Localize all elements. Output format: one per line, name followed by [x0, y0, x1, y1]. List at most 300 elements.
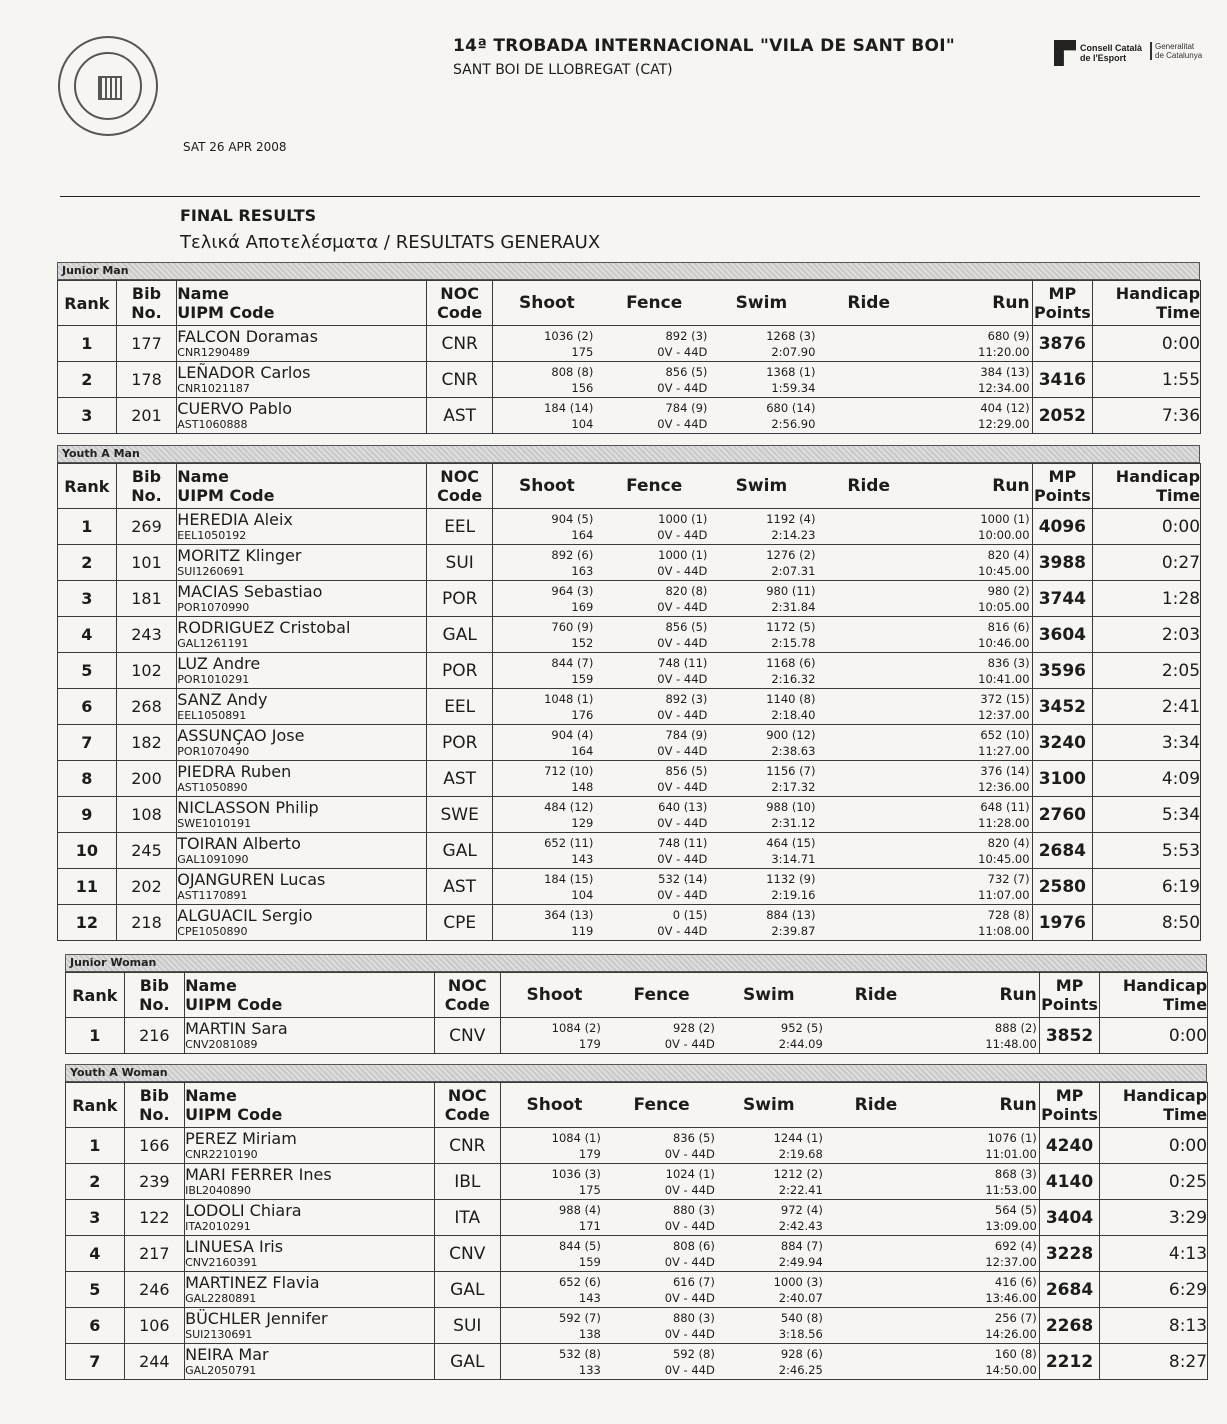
bib-cell: 166 [124, 1128, 185, 1164]
handicap-time-cell: 1:55 [1093, 362, 1201, 398]
athlete-cell [185, 1164, 435, 1200]
handicap-time-cell: 0:25 [1100, 1164, 1208, 1200]
shoot-result: 844 (5) 159 [558, 1238, 601, 1269]
athlete-name: BÜCHLER Jennifer [185, 1309, 328, 1328]
col-disciplines [500, 973, 1039, 1018]
swim-result: 1132 (9) 2:19.16 [766, 871, 816, 902]
athlete-cell [185, 1272, 435, 1308]
uipm-code: GAL2050791 [185, 1364, 257, 1377]
rank-cell: 7 [58, 725, 117, 761]
ride-result [829, 797, 929, 832]
shoot-result: 652 (11) 143 [544, 835, 594, 866]
discipline-results [493, 761, 1032, 797]
shoot-result: 904 (4) 164 [551, 727, 594, 758]
table-row [66, 1200, 1208, 1236]
athlete-name: OJANGUREN Lucas [177, 870, 326, 889]
col-swim: Swim [735, 476, 788, 496]
swim-result: 464 (15) 3:14.71 [766, 835, 816, 866]
mp-points-cell: 2684 [1032, 833, 1093, 869]
col-rank: Rank [58, 281, 117, 326]
uipm-code: AST1050890 [177, 781, 248, 794]
rank-cell: 4 [58, 617, 117, 653]
handicap-time-cell: 2:03 [1093, 617, 1201, 653]
results-table [57, 463, 1201, 941]
handicap-time-cell: 5:34 [1093, 797, 1201, 833]
col-shoot: Shoot [526, 1095, 583, 1115]
handicap-time-cell: 4:09 [1093, 761, 1201, 797]
fence-result: 784 (9) 0V - 44D [657, 727, 708, 758]
ride-result [837, 1272, 937, 1307]
ride-result [829, 398, 929, 433]
uipm-code: SUI2130691 [185, 1328, 253, 1341]
handicap-time-cell: 8:50 [1093, 905, 1201, 941]
table-row [66, 1164, 1208, 1200]
mp-points-cell: 4096 [1032, 509, 1093, 545]
fence-result: 592 (8) 0V - 44D [664, 1346, 715, 1377]
shoot-result: 532 (8) 133 [558, 1346, 601, 1377]
ride-result [829, 617, 929, 652]
bib-cell: 244 [124, 1344, 185, 1380]
discipline-results [493, 398, 1032, 434]
noc-cell: AST [427, 869, 493, 905]
fence-result: 784 (9) 0V - 44D [657, 400, 708, 431]
fence-result: 640 (13) 0V - 44D [657, 799, 708, 830]
noc-cell: EEL [427, 509, 493, 545]
athlete-cell [177, 509, 427, 545]
fence-result: 836 (5) 0V - 44D [664, 1130, 715, 1161]
bib-cell: 245 [116, 833, 177, 869]
fence-result: 532 (14) 0V - 44D [657, 871, 708, 902]
noc-cell: EEL [427, 689, 493, 725]
discipline-results [493, 653, 1032, 689]
discipline-results [493, 797, 1032, 833]
mp-points-cell: 3100 [1032, 761, 1093, 797]
table-row [58, 869, 1201, 905]
athlete-name: RODRIGUEZ Cristobal [177, 618, 351, 637]
rank-cell: 5 [58, 653, 117, 689]
col-handicap-time: Handicap Time [1093, 281, 1201, 326]
mp-points-cell: 4140 [1039, 1164, 1100, 1200]
table-header-row [58, 464, 1201, 509]
table-row [66, 1018, 1208, 1054]
uipm-code: CNV2081089 [185, 1038, 258, 1051]
uipm-code: POR1010291 [177, 673, 250, 686]
results-subtitle: Τελικά Αποτελέσματα / RESULTATS GENERAUX [180, 232, 601, 253]
run-result: 1000 (1) 10:00.00 [978, 511, 1030, 542]
handicap-time-cell: 0:00 [1100, 1018, 1208, 1054]
discipline-results [500, 1128, 1039, 1164]
handicap-time-cell: 3:34 [1093, 725, 1201, 761]
rank-cell: 12 [58, 905, 117, 941]
noc-cell: CNR [427, 362, 493, 398]
athlete-name: TOIRAN Alberto [177, 834, 301, 853]
col-mp-points: MP Points [1039, 973, 1100, 1018]
rank-cell: 9 [58, 797, 117, 833]
fence-result: 856 (5) 0V - 44D [657, 619, 708, 650]
athlete-name: LODOLI Chiara [185, 1201, 302, 1220]
athlete-cell [177, 326, 427, 362]
uipm-code: POR1070490 [177, 745, 250, 758]
table-header-row [66, 1083, 1208, 1128]
run-result: 384 (13) 12:34.00 [978, 364, 1030, 395]
shoot-result: 592 (7) 138 [558, 1310, 601, 1341]
shoot-result: 760 (9) 152 [551, 619, 594, 650]
run-result: 416 (6) 13:46.00 [985, 1274, 1037, 1305]
run-result: 652 (10) 11:27.00 [978, 727, 1030, 758]
results-section [57, 262, 1200, 434]
discipline-results [500, 1164, 1039, 1200]
col-rank: Rank [66, 973, 125, 1018]
athlete-name: LEÑADOR Carlos [177, 363, 311, 382]
discipline-results [493, 509, 1032, 545]
ride-result [829, 653, 929, 688]
swim-result: 1212 (2) 2:22.41 [773, 1166, 823, 1197]
ride-result [837, 1308, 937, 1343]
swim-result: 884 (7) 2:49.94 [778, 1238, 823, 1269]
run-result: 820 (4) 10:45.00 [978, 835, 1030, 866]
shoot-result: 1036 (2) 175 [544, 328, 594, 359]
noc-cell: CNR [434, 1128, 500, 1164]
mp-points-cell: 2580 [1032, 869, 1093, 905]
shoot-result: 364 (13) 119 [544, 907, 594, 938]
ride-result [837, 1236, 937, 1271]
shoot-result: 892 (6) 163 [551, 547, 594, 578]
col-bib: Bib No. [124, 973, 185, 1018]
mp-points-cell: 3852 [1039, 1018, 1100, 1054]
results-table [57, 280, 1201, 434]
bib-cell: 200 [116, 761, 177, 797]
athlete-cell [185, 1018, 435, 1054]
bib-cell: 269 [116, 509, 177, 545]
table-row [66, 1308, 1208, 1344]
table-row [66, 1236, 1208, 1272]
athlete-cell [185, 1128, 435, 1164]
athlete-name: ALGUACIL Sergio [177, 906, 313, 925]
ride-result [829, 581, 929, 616]
swim-result: 1276 (2) 2:07.31 [766, 547, 816, 578]
athlete-name: MACIAS Sebastiao [177, 582, 323, 601]
athlete-name: MARTIN Sara [185, 1019, 288, 1038]
run-result: 732 (7) 11:07.00 [978, 871, 1030, 902]
shoot-result: 484 (12) 129 [544, 799, 594, 830]
run-result: 692 (4) 12:37.00 [985, 1238, 1037, 1269]
handicap-time-cell: 6:29 [1100, 1272, 1208, 1308]
noc-cell: ITA [434, 1200, 500, 1236]
document-header [0, 0, 1227, 260]
col-fence: Fence [633, 985, 690, 1005]
swim-result: 540 (8) 3:18.56 [778, 1310, 823, 1341]
section-title: Junior Man [57, 262, 1200, 280]
run-result: 680 (9) 11:20.00 [978, 328, 1030, 359]
mp-points-cell: 2268 [1039, 1308, 1100, 1344]
fence-result: 616 (7) 0V - 44D [664, 1274, 715, 1305]
header-divider [60, 196, 1200, 197]
rank-cell: 3 [66, 1200, 125, 1236]
discipline-results [500, 1344, 1039, 1380]
table-row [58, 398, 1201, 434]
shoot-result: 904 (5) 164 [551, 511, 594, 542]
event-title: 14ª TROBADA INTERNACIONAL "VILA DE SANT BOI" [453, 36, 956, 56]
shoot-result: 1048 (1) 176 [544, 691, 594, 722]
rank-cell: 1 [66, 1018, 125, 1054]
col-shoot: Shoot [518, 293, 575, 313]
swim-result: 972 (4) 2:42.43 [778, 1202, 823, 1233]
ride-result [829, 326, 929, 361]
table-row [58, 797, 1201, 833]
bib-cell: 178 [116, 362, 177, 398]
bib-cell: 122 [124, 1200, 185, 1236]
col-bib: Bib No. [116, 281, 177, 326]
noc-cell: CNV [434, 1018, 500, 1054]
bib-cell: 239 [124, 1164, 185, 1200]
mp-points-cell: 3876 [1032, 326, 1093, 362]
shoot-result: 652 (6) 143 [558, 1274, 601, 1305]
uipm-code: CNR1021187 [177, 382, 250, 395]
athlete-name: NICLASSON Philip [177, 798, 319, 817]
col-name: Name UIPM Code [185, 973, 435, 1018]
discipline-results [493, 362, 1032, 398]
bib-cell: 216 [124, 1018, 185, 1054]
table-row [58, 581, 1201, 617]
col-handicap-time: Handicap Time [1100, 1083, 1208, 1128]
run-result: 564 (5) 13:09.00 [985, 1202, 1037, 1233]
table-row [58, 689, 1201, 725]
athlete-cell [185, 1344, 435, 1380]
shoot-result: 184 (15) 104 [544, 871, 594, 902]
handicap-time-cell: 7:36 [1093, 398, 1201, 434]
fence-result: 928 (2) 0V - 44D [664, 1020, 715, 1051]
noc-cell: CNR [427, 326, 493, 362]
mp-points-cell: 1976 [1032, 905, 1093, 941]
mp-points-cell: 4240 [1039, 1128, 1100, 1164]
uipm-code: IBL2040890 [185, 1184, 252, 1197]
results-section [57, 445, 1200, 941]
ride-result [829, 905, 929, 940]
col-mp-points: MP Points [1032, 281, 1093, 326]
fence-result: 1000 (1) 0V - 44D [657, 511, 708, 542]
uipm-code: GAL1261191 [177, 637, 249, 650]
section-title: Junior Woman [65, 954, 1207, 972]
run-result: 1076 (1) 11:01.00 [985, 1130, 1037, 1161]
shoot-result: 988 (4) 171 [558, 1202, 601, 1233]
athlete-name: ASSUNÇAO Jose [177, 726, 305, 745]
col-noc: NOC Code [434, 973, 500, 1018]
noc-cell: SWE [427, 797, 493, 833]
athlete-cell [185, 1308, 435, 1344]
discipline-results [493, 833, 1032, 869]
handicap-time-cell: 3:29 [1100, 1200, 1208, 1236]
col-name: Name UIPM Code [185, 1083, 435, 1128]
fence-result: 880 (3) 0V - 44D [664, 1202, 715, 1233]
handicap-time-cell: 0:00 [1093, 326, 1201, 362]
col-bib: Bib No. [124, 1083, 185, 1128]
col-shoot: Shoot [526, 985, 583, 1005]
ride-result [837, 1164, 937, 1199]
shoot-result: 964 (3) 169 [551, 583, 594, 614]
discipline-results [493, 725, 1032, 761]
discipline-results [493, 869, 1032, 905]
swim-result: 1172 (5) 2:15.78 [766, 619, 816, 650]
handicap-time-cell: 1:28 [1093, 581, 1201, 617]
col-disciplines [500, 1083, 1039, 1128]
rank-cell: 2 [58, 545, 117, 581]
athlete-name: CUERVO Pablo [177, 399, 292, 418]
bib-cell: 181 [116, 581, 177, 617]
col-swim: Swim [735, 293, 788, 313]
rank-cell: 6 [66, 1308, 125, 1344]
mp-points-cell: 2760 [1032, 797, 1093, 833]
rank-cell: 1 [66, 1128, 125, 1164]
ride-result [829, 869, 929, 904]
rank-cell: 3 [58, 398, 117, 434]
noc-cell: SUI [434, 1308, 500, 1344]
col-noc: NOC Code [434, 1083, 500, 1128]
bib-cell: 177 [116, 326, 177, 362]
handicap-time-cell: 6:19 [1093, 869, 1201, 905]
col-noc: NOC Code [427, 464, 493, 509]
sponsor-logo-consell: Consell Català de l'Esport [1054, 40, 1142, 66]
results-table [65, 972, 1208, 1054]
mp-points-cell: 2052 [1032, 398, 1093, 434]
athlete-cell [177, 797, 427, 833]
fence-result: 748 (11) 0V - 44D [657, 655, 708, 686]
athlete-cell [177, 725, 427, 761]
swim-result: 988 (10) 2:31.12 [766, 799, 816, 830]
swim-result: 1268 (3) 2:07.90 [766, 328, 816, 359]
ride-result [829, 689, 929, 724]
noc-cell: GAL [434, 1344, 500, 1380]
shoot-result: 184 (14) 104 [544, 400, 594, 431]
table-header-row [66, 973, 1208, 1018]
mp-points-cell: 3404 [1039, 1200, 1100, 1236]
mp-points-cell: 3988 [1032, 545, 1093, 581]
col-bib: Bib No. [116, 464, 177, 509]
col-rank: Rank [66, 1083, 125, 1128]
rank-cell: 7 [66, 1344, 125, 1380]
sponsor-logo-generalitat: Generalitat de Catalunya [1150, 42, 1202, 60]
ride-result [837, 1200, 937, 1235]
bib-cell: 101 [116, 545, 177, 581]
athlete-name: LUZ Andre [177, 654, 261, 673]
fence-result: 892 (3) 0V - 44D [657, 691, 708, 722]
shoot-result: 1084 (2) 179 [551, 1020, 601, 1051]
mp-points-cell: 3744 [1032, 581, 1093, 617]
shoot-result: 1084 (1) 179 [551, 1130, 601, 1161]
table-header-row [58, 281, 1201, 326]
uipm-code: EEL1050891 [177, 709, 247, 722]
discipline-results [493, 581, 1032, 617]
run-result: 836 (3) 10:41.00 [978, 655, 1030, 686]
noc-cell: AST [427, 761, 493, 797]
discipline-results [493, 617, 1032, 653]
rank-cell: 11 [58, 869, 117, 905]
uipm-code: SWE1010191 [177, 817, 252, 830]
discipline-results [500, 1018, 1039, 1054]
col-ride: Ride [847, 293, 890, 313]
fence-result: 892 (3) 0V - 44D [657, 328, 708, 359]
results-table [65, 1082, 1208, 1380]
col-disciplines [493, 464, 1032, 509]
bib-cell: 268 [116, 689, 177, 725]
col-fence: Fence [626, 476, 683, 496]
athlete-cell [177, 689, 427, 725]
table-row [58, 725, 1201, 761]
athlete-name: HEREDIA Aleix [177, 510, 293, 529]
noc-cell: POR [427, 725, 493, 761]
noc-cell: SUI [427, 545, 493, 581]
noc-cell: CPE [427, 905, 493, 941]
athlete-cell [177, 869, 427, 905]
run-result: 820 (4) 10:45.00 [978, 547, 1030, 578]
handicap-time-cell: 8:27 [1100, 1344, 1208, 1380]
uipm-code: CNR2210190 [185, 1148, 258, 1161]
swim-result: 1140 (8) 2:18.40 [766, 691, 816, 722]
fence-result: 0 (15) 0V - 44D [657, 907, 708, 938]
table-row [58, 617, 1201, 653]
col-shoot: Shoot [518, 476, 575, 496]
discipline-results [493, 545, 1032, 581]
rank-cell: 5 [66, 1272, 125, 1308]
uipm-code: SUI1260691 [177, 565, 245, 578]
results-section [65, 1064, 1207, 1380]
fence-result: 808 (6) 0V - 44D [664, 1238, 715, 1269]
fence-result: 1024 (1) 0V - 44D [664, 1166, 715, 1197]
athlete-cell [177, 545, 427, 581]
athlete-cell [177, 905, 427, 941]
bib-cell: 243 [116, 617, 177, 653]
col-fence: Fence [626, 293, 683, 313]
event-emblem-logo [58, 36, 158, 136]
handicap-time-cell: 5:53 [1093, 833, 1201, 869]
bib-cell: 182 [116, 725, 177, 761]
ride-result [829, 545, 929, 580]
noc-cell: GAL [427, 617, 493, 653]
col-mp-points: MP Points [1039, 1083, 1100, 1128]
table-row [58, 326, 1201, 362]
shoot-result: 844 (7) 159 [551, 655, 594, 686]
results-section [65, 954, 1207, 1054]
rank-cell: 2 [66, 1164, 125, 1200]
col-swim: Swim [743, 985, 795, 1005]
uipm-code: CNV2160391 [185, 1256, 258, 1269]
uipm-code: GAL2280891 [185, 1292, 257, 1305]
col-run: Run [992, 476, 1030, 496]
noc-cell: GAL [434, 1272, 500, 1308]
run-result: 372 (15) 12:37.00 [978, 691, 1030, 722]
ride-result [829, 725, 929, 760]
fence-result: 856 (5) 0V - 44D [657, 763, 708, 794]
athlete-cell [177, 653, 427, 689]
col-run: Run [999, 985, 1037, 1005]
col-swim: Swim [743, 1095, 795, 1115]
noc-cell: CNV [434, 1236, 500, 1272]
rank-cell: 3 [58, 581, 117, 617]
discipline-results [500, 1308, 1039, 1344]
event-date: SAT 26 APR 2008 [183, 140, 287, 154]
bib-cell: 218 [116, 905, 177, 941]
ride-result [829, 362, 929, 397]
uipm-code: AST1170891 [177, 889, 248, 902]
bib-cell: 202 [116, 869, 177, 905]
fence-result: 1000 (1) 0V - 44D [657, 547, 708, 578]
mp-points-cell: 2684 [1039, 1272, 1100, 1308]
bib-cell: 201 [116, 398, 177, 434]
run-result: 728 (8) 11:08.00 [978, 907, 1030, 938]
swim-result: 1168 (6) 2:16.32 [766, 655, 816, 686]
table-row [58, 545, 1201, 581]
athlete-name: SANZ Andy [177, 690, 268, 709]
bib-cell: 106 [124, 1308, 185, 1344]
